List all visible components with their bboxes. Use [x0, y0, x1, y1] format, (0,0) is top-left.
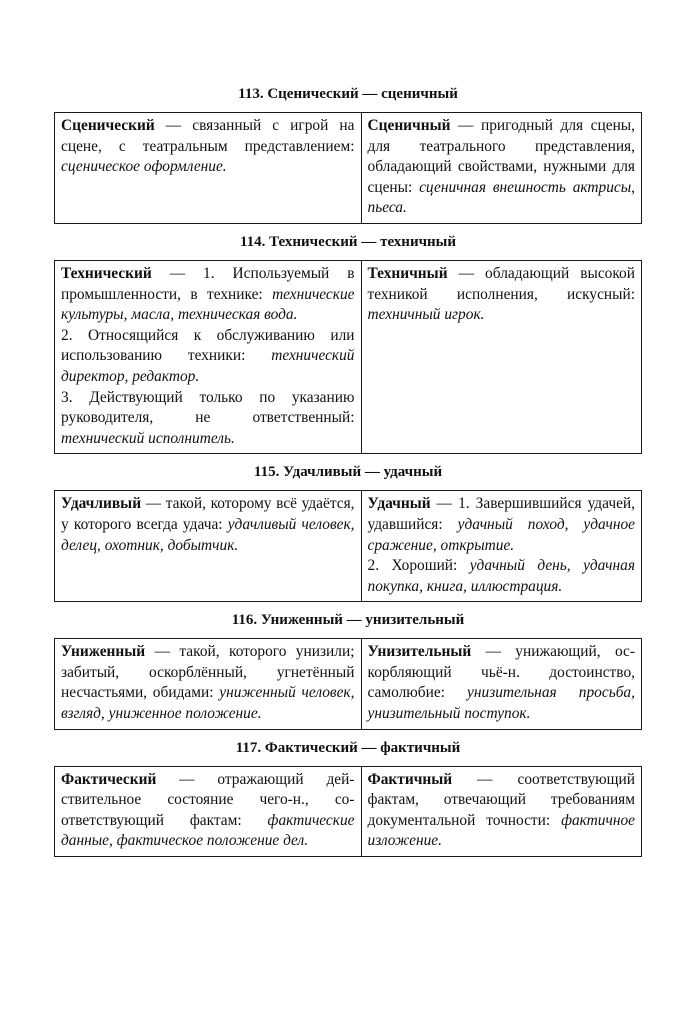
right-definition: [361, 491, 642, 602]
left-definition: [55, 113, 362, 224]
sense: [368, 264, 636, 326]
sense: [61, 116, 355, 178]
definition-text: — связанный с игрой на сцене, с театральным представлением:: [61, 117, 355, 155]
sense: [368, 556, 636, 597]
sense: [61, 264, 355, 326]
definition-text: 2. Относящийся к обслуживанию или использованию техники:: [61, 326, 355, 365]
definition-text: — унижающий, оскорбляющий чьё-н. достоинство, самолюбие:: [367, 643, 635, 702]
definition-text: 2. Хороший:: [367, 557, 470, 575]
definition-text: — соответствующий фактам, отвечающий требованиям документальной точности:: [367, 770, 635, 829]
sense: [368, 770, 636, 852]
example-text: технический исполнитель.: [61, 429, 235, 447]
definition-text: — 1. Завершившийся удачей, удавшийся:: [367, 495, 635, 533]
term: Техничный: [367, 264, 448, 282]
entry-table: [54, 112, 642, 224]
entry-table: [54, 638, 642, 729]
definition-text: — 1. Используемый в промышленности, в технике:: [61, 264, 355, 303]
sense: [368, 116, 636, 219]
term: Удачливый: [61, 495, 142, 513]
example-text: техничный игрок.: [367, 306, 485, 324]
right-definition: [361, 260, 642, 453]
sense: [61, 326, 355, 388]
definition-text: — отражающий действительное состояние чего-н., соответствующий фактам:: [61, 770, 355, 829]
term: Фактичный: [367, 770, 453, 788]
example-text: технические культуры, масла, техническая вода.: [61, 285, 355, 324]
example-text: униженный человек, взгляд, униженное положение.: [61, 684, 355, 723]
example-text: технический директор, редактор.: [61, 347, 355, 385]
left-definition: [55, 639, 362, 729]
sense: [61, 494, 355, 556]
definition-text: 3. Действующий только по указанию руководителя, не ответственный:: [61, 388, 355, 427]
example-text: фактичное изложение.: [367, 811, 635, 850]
sense: [61, 770, 355, 852]
definition-text: — пригодный для сцены, для театрального представления, обладающий свойствами, нужными для сцены:: [367, 117, 635, 196]
sense: [61, 642, 355, 724]
term: Униженный: [61, 643, 146, 661]
dictionary-page: [54, 84, 642, 857]
term: Технический: [61, 264, 152, 282]
left-definition: [55, 766, 362, 856]
left-definition: [55, 260, 362, 453]
example-text: сценическое оформление.: [61, 158, 227, 176]
entry-table: [54, 490, 642, 602]
term: Сценичный: [367, 117, 451, 134]
right-definition: [361, 639, 642, 729]
definition-text: — обладающий высокой техникой исполнения, искусный:: [367, 264, 635, 303]
entry-heading: 114. Технический — техничный: [239, 233, 457, 250]
sense: [368, 494, 636, 556]
example-text: удачный поход, удачное сражение, открытие.: [367, 515, 636, 554]
right-definition: [361, 113, 642, 224]
entry-table: [54, 766, 642, 857]
term: Удачный: [367, 495, 431, 513]
definition-text: — такой, которому всё удаётся, у которого всегда удача:: [61, 495, 355, 533]
example-text: унизительная просьба, унизительный поступок.: [367, 684, 635, 723]
sense: [368, 642, 636, 724]
left-definition: [55, 491, 362, 602]
example-text: удачливый человек, делец, охотник, добытчик.: [61, 515, 355, 554]
entry-heading: 113. Сценический — сценичный: [238, 86, 458, 102]
term: Фактический: [61, 770, 157, 788]
example-text: фактические данные, фактическое положение дел.: [61, 811, 355, 850]
term: Унизительный: [367, 643, 472, 661]
entry-heading: 115. Удачливый — удачный: [253, 464, 443, 481]
term: Сценический: [61, 117, 155, 134]
entry-heading: 117. Фактический — фактичный: [235, 739, 461, 756]
example-text: сценичная внешность актрисы, пьеса.: [367, 178, 635, 217]
entry-table: [54, 260, 642, 454]
example-text: удачный день, удачная покупка, книга, иллюстрация.: [367, 557, 635, 595]
entry-heading: 116. Униженный — унизительный: [231, 612, 465, 629]
right-definition: [361, 766, 642, 856]
definition-text: — такой, которого унизили; забитый, оскорблённый, угнетённый несчастьями, обидами:: [61, 643, 355, 702]
sense: [61, 388, 355, 450]
